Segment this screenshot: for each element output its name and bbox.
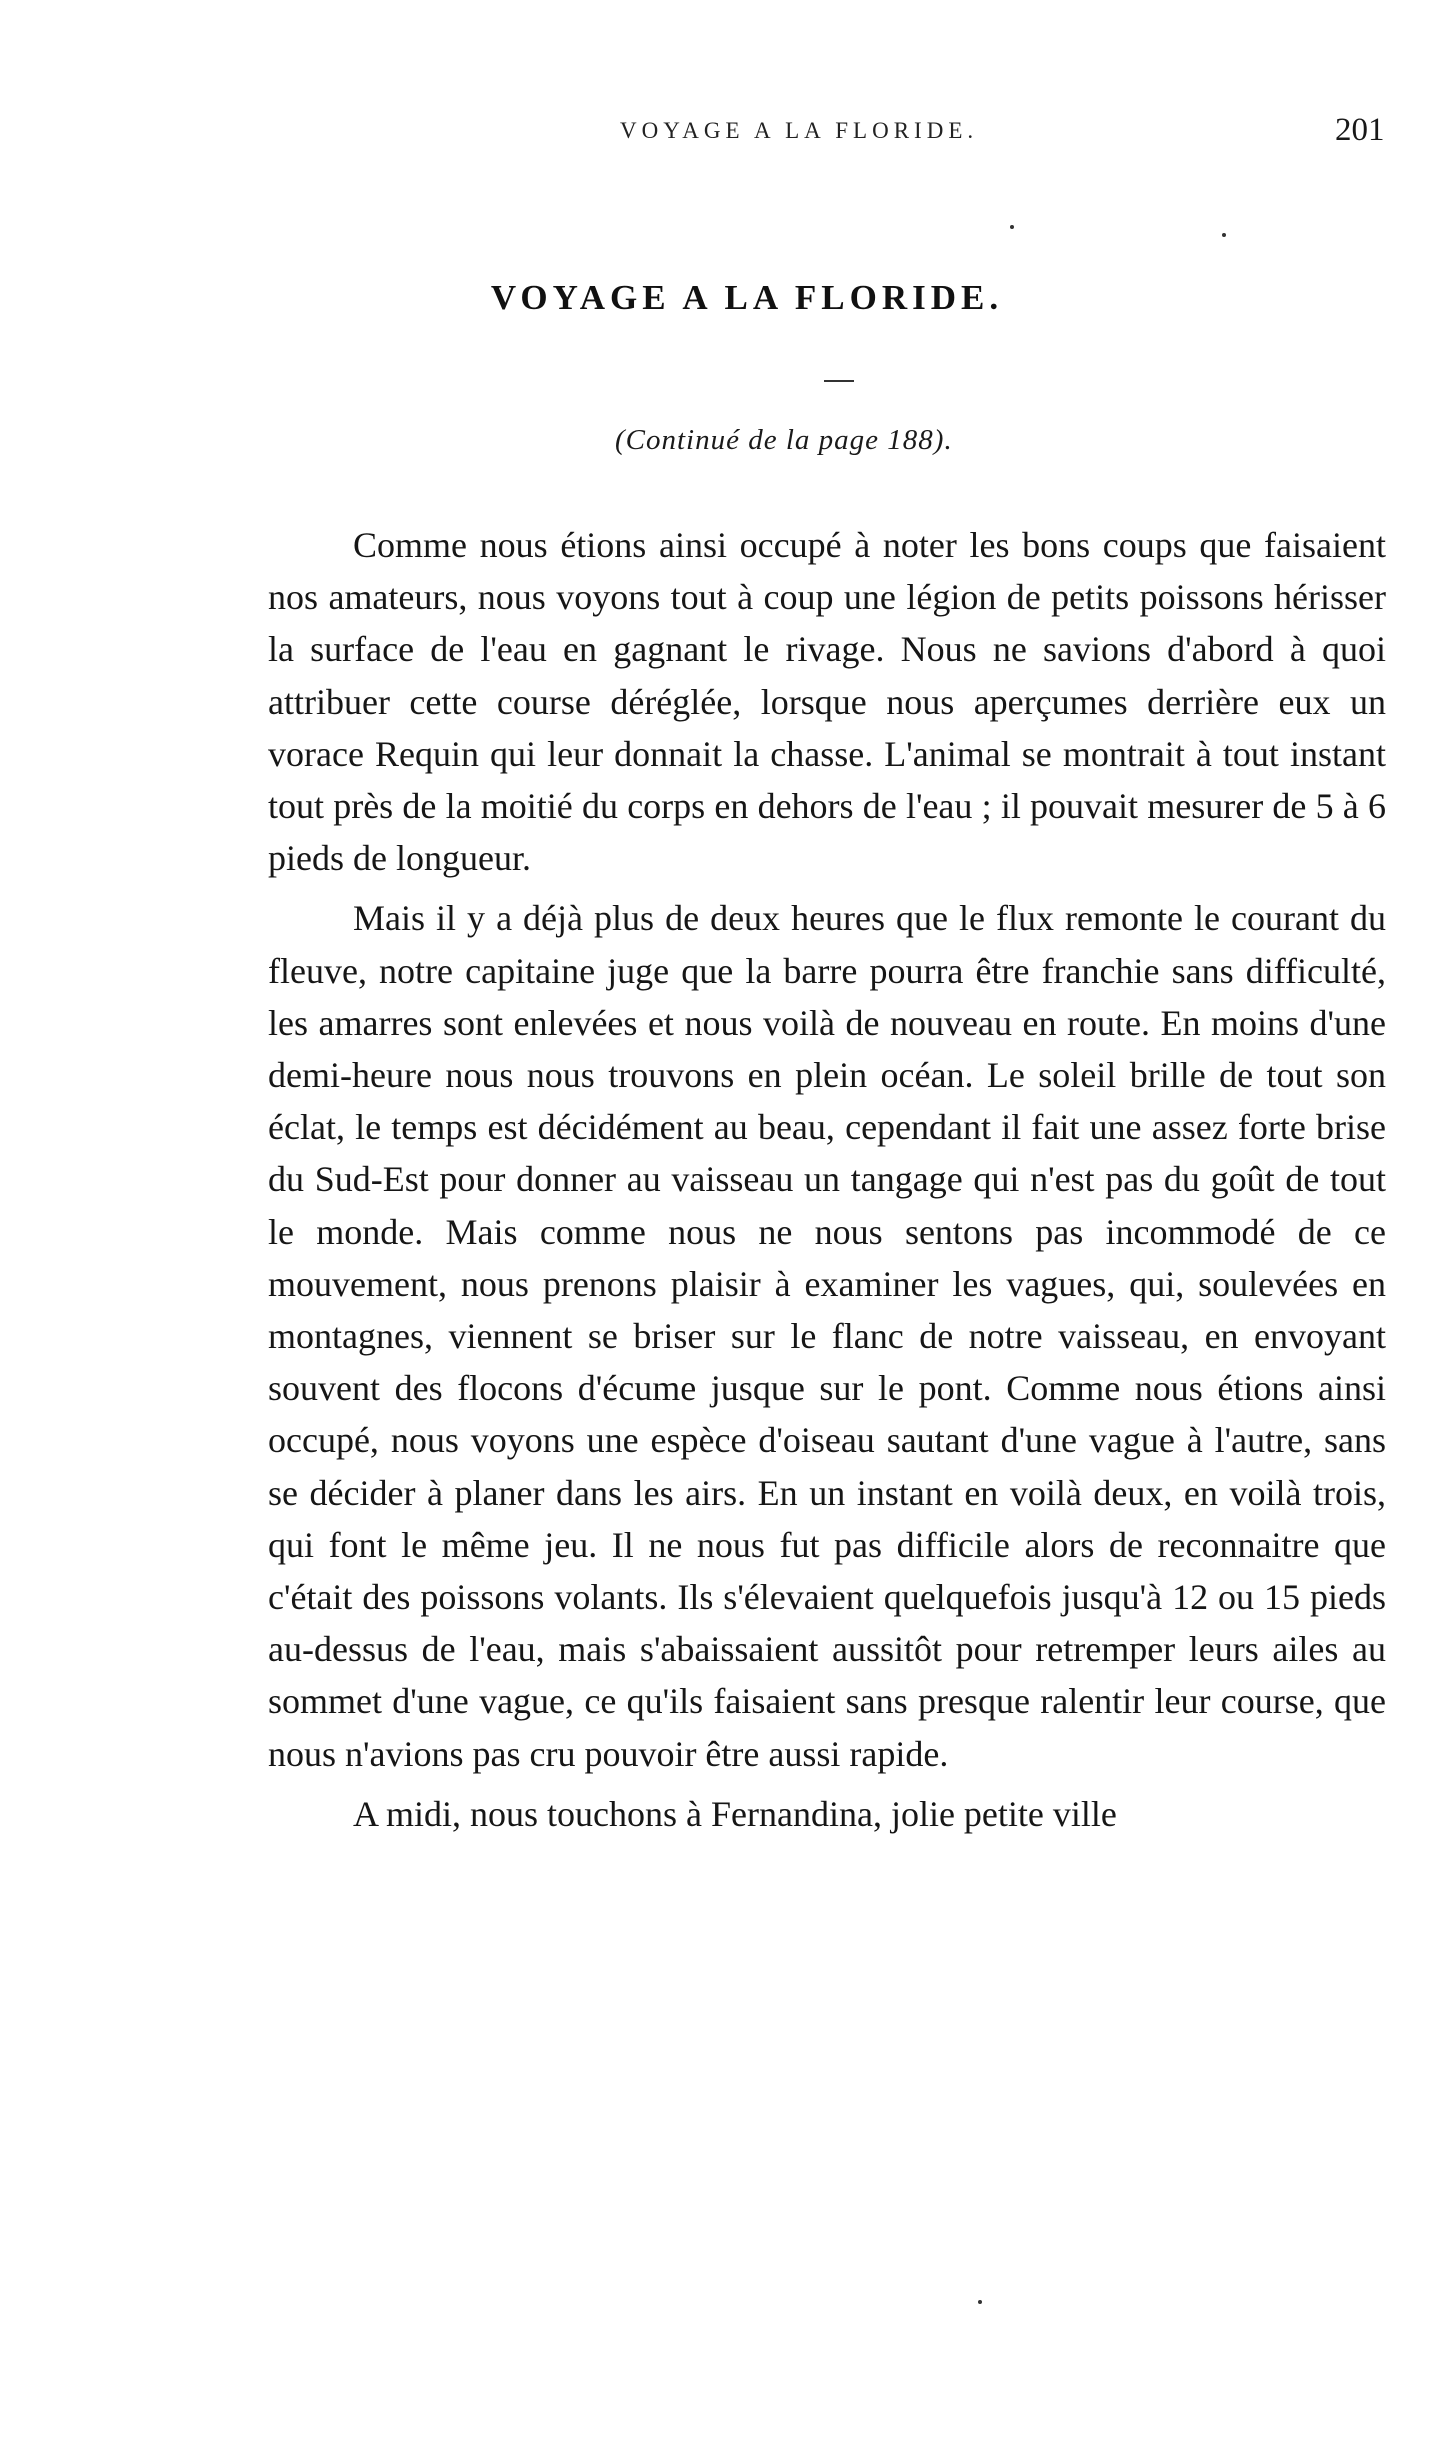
paragraph: A midi, nous touchons à Fernandina, jolie petite ville [353,1793,1117,1834]
paragraph: Comme nous étions ainsi occupé à noter les bons coups que faisaient nos amateurs, nous voyons tout à coup une légion de petits poissons hérisser la surface de l'eau en gagnant le rivage. Nous ne savions d'abord à quoi attribuer cette course déréglée, lorsque nous aperçumes derrière eux un vorace Requin qui leur donnait la chasse. L'animal se montrait à tout instant tout près de la moitié du corps en dehors de l'eau ; il pouvait mesurer de 5 à 6 pieds de longueur. [268,525,1386,879]
print-speck [978,2300,982,2304]
article-title: VOYAGE A LA FLORIDE. [490,278,1004,317]
print-speck [1222,233,1226,237]
page-number: 201 [1335,112,1385,148]
running-head: VOYAGE A LA FLORIDE. [620,118,979,143]
title-rule [824,380,854,382]
article-body [268,519,1386,1840]
print-speck [1010,225,1014,229]
continued-note: (Continué de la page 188). [615,424,953,456]
paragraph: Mais il y a déjà plus de deux heures que le flux remonte le courant du fleuve, notre capitaine juge que la barre pourra être franchie sans difficulté, les amarres sont enlevées et nous voilà de nouveau en route. En moins d'une demi-heure nous nous trouvons en plein océan. Le soleil brille de tout son éclat, le temps est décidément au beau, cependant il fait une assez forte brise du Sud-Est pour donner au vaisseau un tangage qui n'est pas du goût de tout le monde. Mais comme nous ne nous sentons pas incommodé de ce mouvement, nous prenons plaisir à examiner les vagues, qui, soulevées en montagnes, viennent se briser sur le flanc de notre vaisseau, en envoyant souvent des flocons d'écume jusque sur le pont. Comme nous étions ainsi occupé, nous voyons une espèce d'oiseau sautant d'une vague à l'autre, sans se décider à planer dans les airs. En un instant en voilà deux, en voilà trois, qui font le même jeu. Il ne nous fut pas difficile alors de reconnaitre que c'était des poissons volants. Ils s'élevaient quelquefois jusqu'à 12 ou 15 pieds au-dessus de l'eau, mais s'abaissaient aussitôt pour retremper leurs ailes au sommet d'une vague, ce qu'ils faisaient sans presque ralentir leur course, que nous n'avions pas cru pouvoir être aussi rapide. [268,898,1386,1774]
